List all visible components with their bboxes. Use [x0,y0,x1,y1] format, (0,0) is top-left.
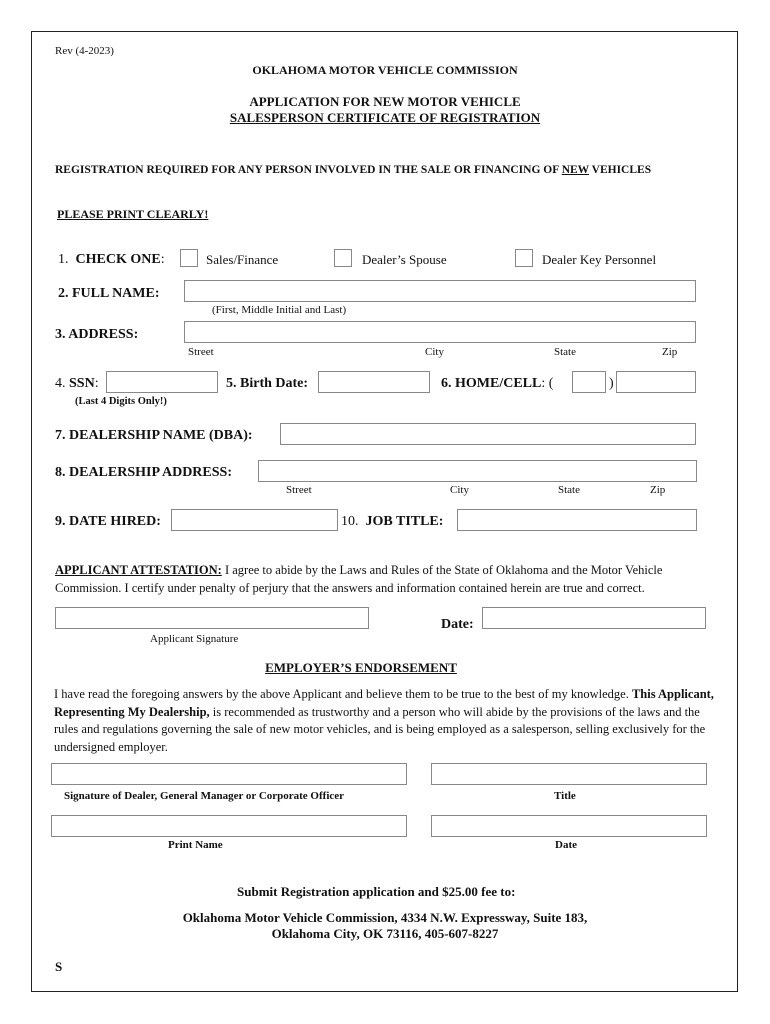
dealers-spouse-checkbox[interactable] [334,249,352,267]
dealership-city-label: City [450,484,469,496]
ssn-hint: (Last 4 Digits Only!) [75,396,167,407]
dealership-address-label: 8. DEALERSHIP ADDRESS: [55,465,232,480]
applicant-signature-input[interactable] [55,607,369,629]
dealership-street-label: Street [286,484,312,496]
phone-number-input[interactable] [616,371,696,393]
ssn-input[interactable] [106,371,218,393]
endorser-title-label: Title [554,790,576,802]
form-title-line1: APPLICATION FOR NEW MOTOR VEHICLE [249,94,521,109]
applicant-attestation: APPLICANT ATTESTATION: I agree to abide by the Laws and Rules of the State of Oklahoma and the Motor Vehicle Commission. I certify under penalty of perjury that the answers and information contained herein are true and correct. [55,563,663,595]
dealer-signature-label: Signature of Dealer, General Manager or Corporate Officer [64,790,345,802]
dealer-key-personnel-label: Dealer Key Personnel [542,252,657,267]
endorsement-text: I have read the foregoing answers by the above Applicant and believe them to be true to the best of my knowledge. This Applicant, Representing My Dealership, is recommended as trustworthy and a person who will abide by the provisions of the laws and the rules and regulations governing the sale of new motor vehicles, and is being employed as a salesperson, selling exclusively for the undersigned employer. [54,687,714,754]
print-name-input[interactable] [51,815,407,837]
endorser-title-input[interactable] [431,763,707,785]
dealership-state-label: State [558,484,580,496]
address-input[interactable] [184,321,696,343]
birth-date-input[interactable] [318,371,430,393]
full-name-input[interactable] [184,280,696,302]
job-title-label: 10. JOB TITLE: [341,514,444,529]
date-hired-label: 9. DATE HIRED: [55,514,161,529]
home-cell-close-paren: ) [609,376,614,391]
job-title-input[interactable] [457,509,697,531]
endorsement-date-input[interactable] [431,815,707,837]
full-name-label: 2. FULL NAME: [58,286,160,301]
print-name-label: Print Name [168,839,223,851]
revision-label: Rev (4-2023) [55,45,114,57]
attestation-date-input[interactable] [482,607,706,629]
address-state-label: State [554,346,576,358]
address-zip-label: Zip [662,346,678,358]
sales-finance-checkbox[interactable] [180,249,198,267]
employer-endorsement-heading: EMPLOYER’S ENDORSEMENT [265,660,457,675]
mailing-address-line2: Oklahoma City, OK 73116, 405-607-8227 [271,926,499,941]
dealership-zip-label: Zip [650,484,666,496]
attestation-date-label: Date: [441,617,474,632]
dealership-address-input[interactable] [258,460,697,482]
dealership-name-label: 7. DEALERSHIP NAME (DBA): [55,428,253,443]
agency-name: OKLAHOMA MOTOR VEHICLE COMMISSION [252,63,518,77]
form-title-line2: SALESPERSON CERTIFICATE OF REGISTRATION [229,110,541,125]
print-clearly-label: PLEASE PRINT CLEARLY! [57,207,209,221]
dealer-key-personnel-checkbox[interactable] [515,249,533,267]
address-label: 3. ADDRESS: [55,327,139,342]
check-one-label: 1. CHECK ONE: [58,252,165,267]
footer-mark: S [55,959,63,974]
area-code-input[interactable] [572,371,606,393]
applicant-signature-label: Applicant Signature [150,633,239,645]
dealers-spouse-label: Dealer’s Spouse [362,252,447,267]
address-city-label: City [425,346,444,358]
home-cell-label: 6. HOME/CELL: ( [441,376,554,391]
endorsement-date-label: Date [555,839,577,851]
ssn-label: 4. SSN: [55,376,99,391]
dealer-signature-input[interactable] [51,763,407,785]
full-name-hint: (First, Middle Initial and Last) [212,304,347,316]
address-street-label: Street [188,346,214,358]
birth-date-label: 5. Birth Date: [226,376,309,391]
dealership-name-input[interactable] [280,423,696,445]
date-hired-input[interactable] [171,509,338,531]
submit-instructions: Submit Registration application and $25.00 fee to: [237,884,516,899]
sales-finance-label: Sales/Finance [206,252,279,267]
mailing-address-line1: Oklahoma Motor Vehicle Commission, 4334 N.W. Expressway, Suite 183, [182,910,588,925]
registration-notice: REGISTRATION REQUIRED FOR ANY PERSON INVOLVED IN THE SALE OR FINANCING OF NEW VEHICLES [55,164,652,176]
